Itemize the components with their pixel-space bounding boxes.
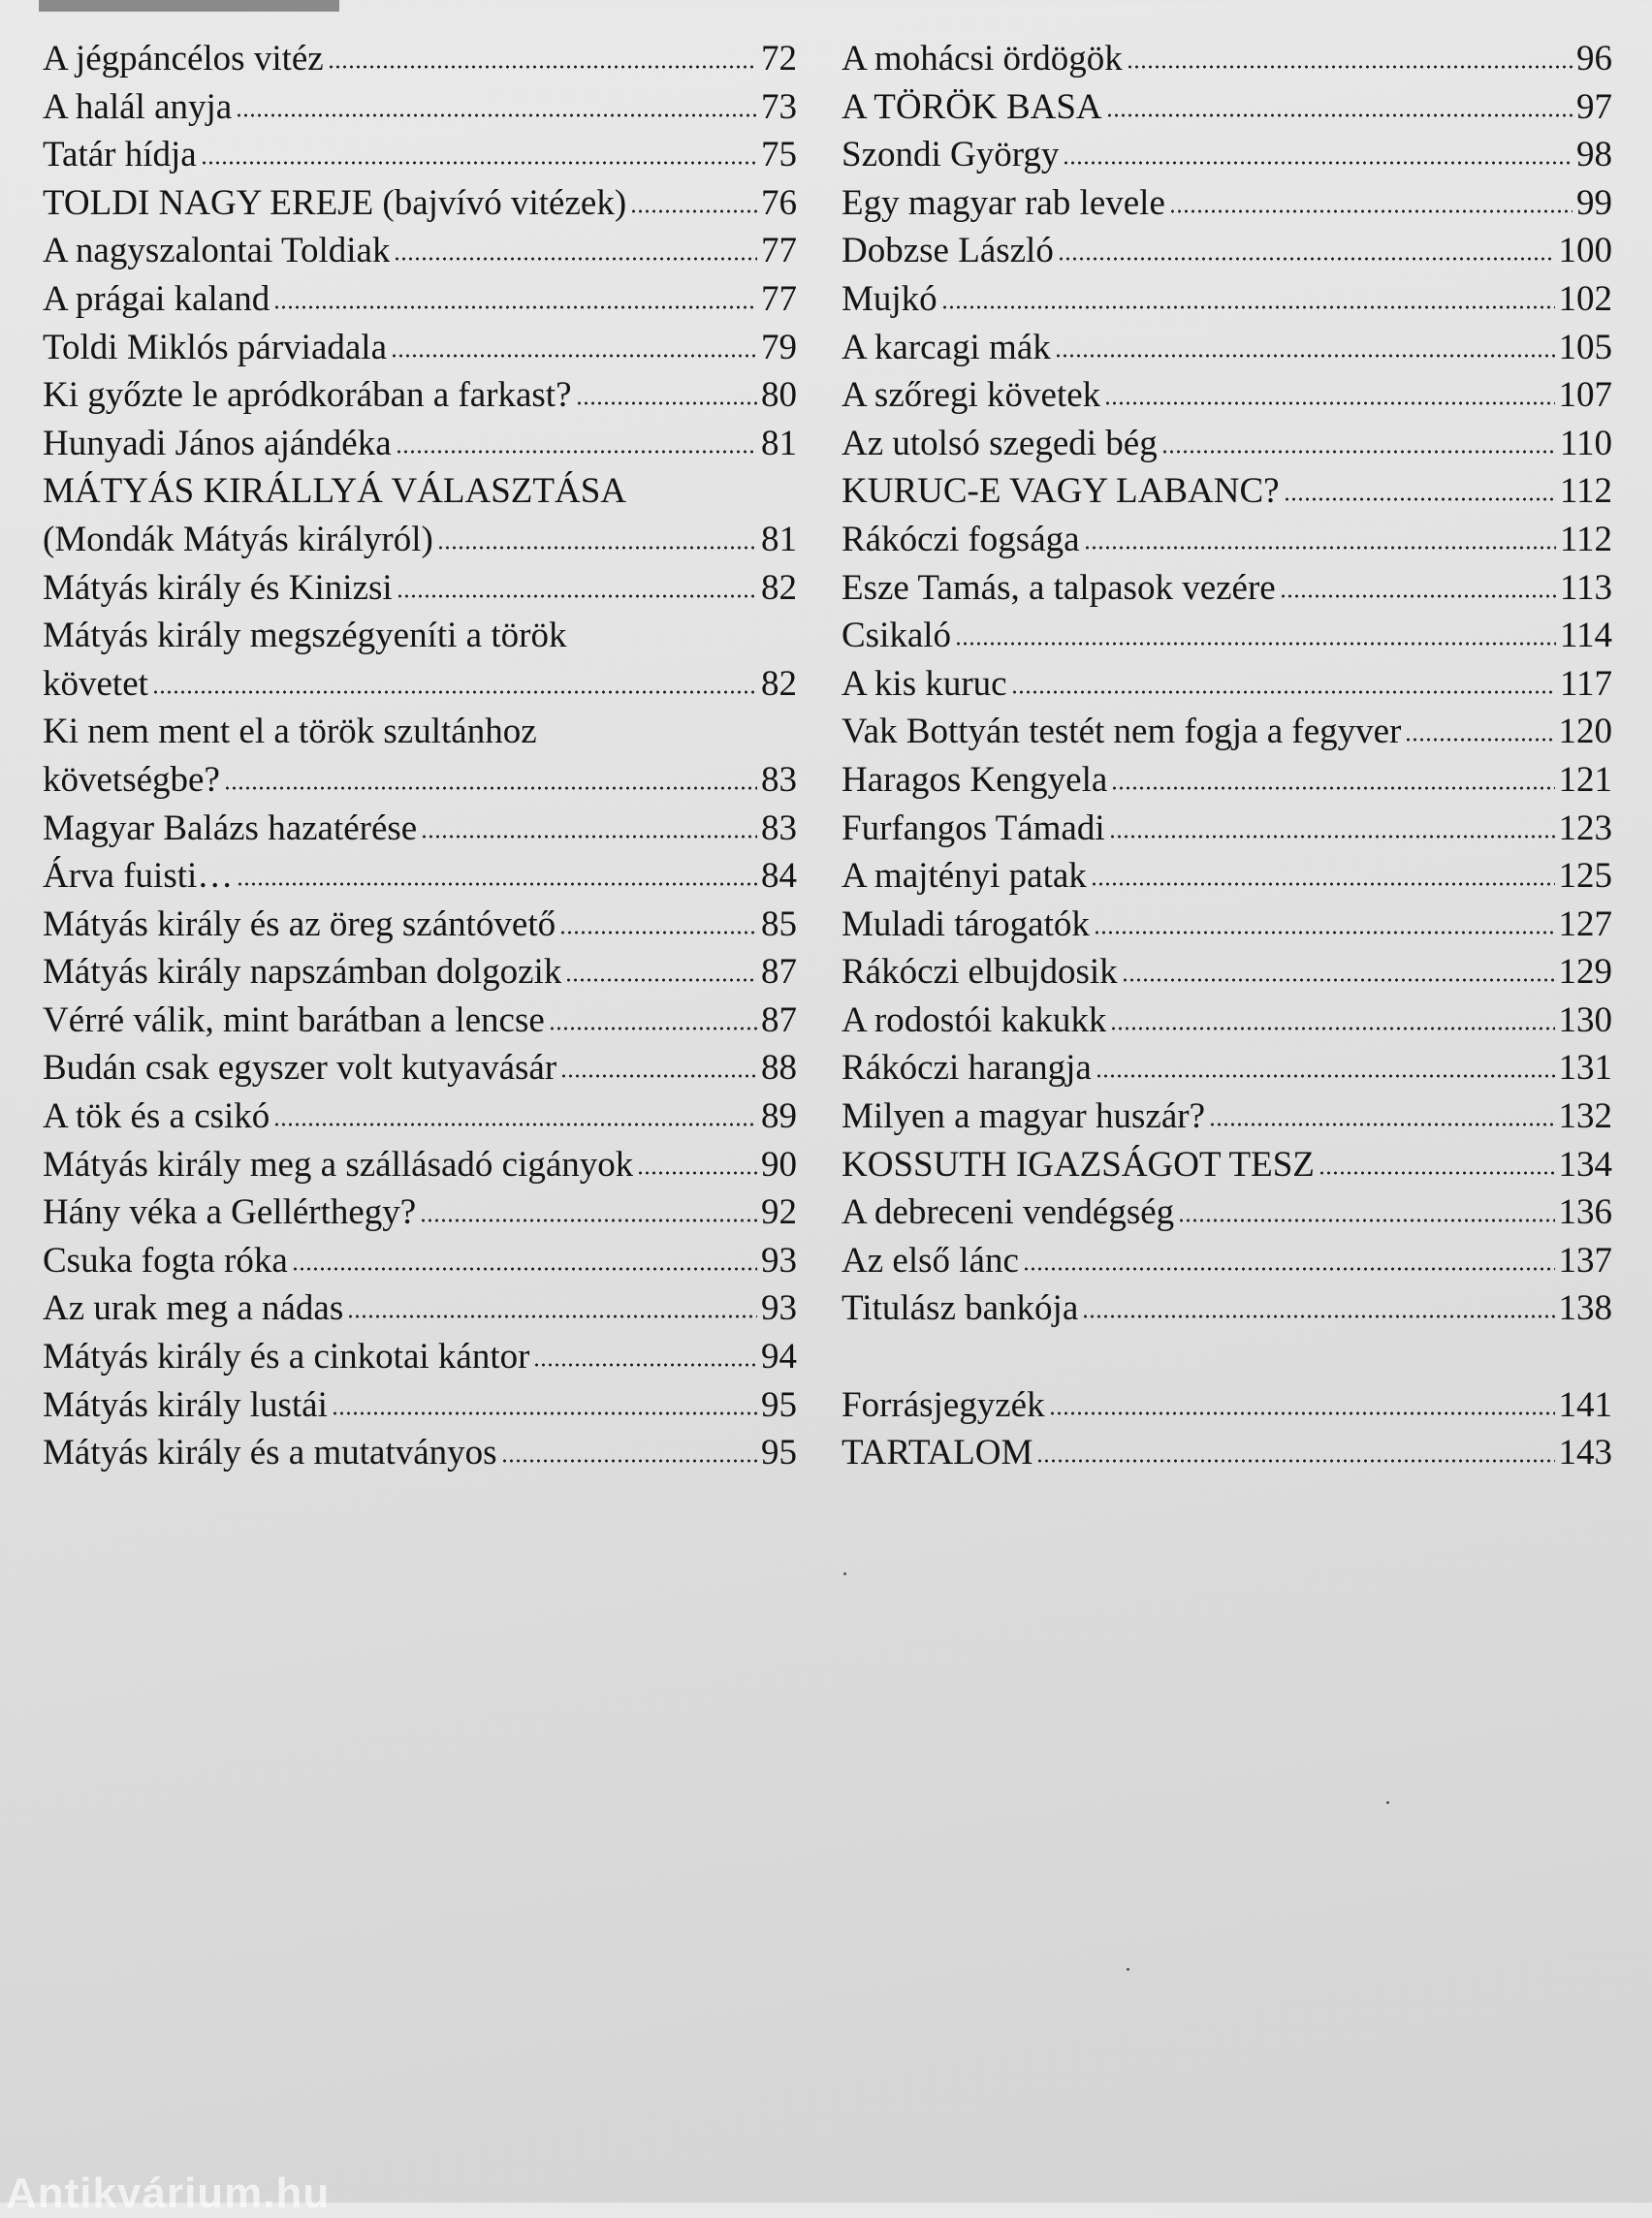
toc-entry-page: 113 [1559, 567, 1612, 608]
toc-entry [842, 1044, 1612, 1093]
dot-leader [328, 41, 757, 70]
dot-leader [201, 137, 757, 166]
toc-entry-page: 98 [1576, 135, 1612, 175]
toc-entry [43, 516, 797, 564]
dot-leader [1055, 330, 1555, 359]
toc-entry [43, 1429, 797, 1477]
toc-entry-title: A karcagi mák [842, 327, 1051, 367]
toc-entry [842, 1284, 1612, 1333]
toc-entry [43, 1141, 797, 1189]
toc-entry [43, 227, 797, 275]
toc-entry-title: Titulász bankója [842, 1288, 1079, 1329]
toc-entry-title: Muladi tárogatók [842, 903, 1090, 944]
toc-entry-page: 90 [761, 1144, 797, 1185]
dot-leader [1063, 137, 1573, 166]
dot-leader [955, 618, 1556, 647]
toc-entry-page: 82 [761, 663, 797, 704]
dot-leader [565, 954, 757, 983]
dot-leader [292, 1243, 757, 1272]
toc-entry-title: A TÖRÖK BASA [842, 86, 1102, 127]
toc-entry-title: Rákóczi elbujdosik [842, 952, 1118, 993]
dot-leader [1318, 1147, 1555, 1176]
dot-leader [1091, 858, 1555, 887]
toc-entry [43, 275, 797, 324]
toc-entry-title: Az első lánc [842, 1240, 1019, 1281]
dot-leader [501, 1435, 757, 1464]
toc-entry-page: 99 [1576, 182, 1612, 223]
dot-leader [1096, 1050, 1555, 1079]
toc-entry-page: 110 [1559, 423, 1612, 463]
toc-heading-line: Mátyás király megszégyeníti a török [43, 616, 567, 656]
toc-entry-title: Budán csak egyszer volt kutyavásár [43, 1048, 557, 1089]
toc-entry [43, 420, 797, 468]
toc-entry [43, 131, 797, 179]
toc-entry-title: Hunyadi János ajándéka [43, 423, 392, 463]
toc-entry-page: 143 [1558, 1433, 1612, 1473]
dot-leader [224, 762, 757, 791]
dot-leader [1122, 954, 1555, 983]
dot-leader [1169, 185, 1573, 214]
toc-entry [43, 901, 797, 949]
toc-entry-title: Csikaló [842, 616, 952, 656]
toc-heading-line: MÁTYÁS KIRÁLLYÁ VÁLASZTÁSA [43, 471, 627, 512]
toc-entry-title: A jégpáncélos vitéz [43, 39, 324, 79]
toc-entry-title: Mujkó [842, 278, 937, 319]
paper-speck [843, 1572, 846, 1575]
toc-entry-page: 97 [1576, 86, 1612, 127]
toc-entry-page: 125 [1558, 856, 1612, 897]
toc-entry-page: 89 [761, 1096, 797, 1137]
toc-entry-page: 88 [761, 1048, 797, 1089]
toc-entry-page: 95 [761, 1433, 797, 1473]
toc-heading-line: Ki nem ment el a török szultánhoz [43, 712, 537, 752]
toc-entry-page: 129 [1558, 952, 1612, 993]
dot-leader [397, 570, 757, 599]
toc-entry-title: Tatár hídja [43, 135, 197, 175]
toc-entry-page: 73 [761, 86, 797, 127]
toc-entry [43, 564, 797, 613]
toc-entry [43, 852, 797, 901]
toc-entry [43, 948, 797, 997]
dot-leader [420, 1194, 757, 1223]
toc-entry [842, 324, 1612, 372]
toc-entry [842, 1429, 1612, 1477]
dot-leader [1058, 233, 1555, 262]
dot-leader [396, 426, 757, 455]
paper-speck [1386, 1801, 1389, 1804]
toc-entry-page: 130 [1558, 999, 1612, 1040]
toc-entry [43, 1333, 797, 1381]
dot-leader [1405, 713, 1554, 743]
toc-entry-title: Forrásjegyzék [842, 1384, 1045, 1425]
dot-leader [1049, 1387, 1555, 1416]
toc-entry-page: 85 [761, 903, 797, 944]
dot-leader [1110, 1002, 1554, 1031]
toc-entry-title: Esze Tamás, a talpasok vezére [842, 567, 1276, 608]
toc-column-right [842, 35, 1612, 1477]
toc-entry [43, 324, 797, 372]
toc-entry-page: 82 [761, 567, 797, 608]
dot-leader [273, 281, 757, 310]
dot-leader [559, 906, 757, 935]
toc-entry [842, 1188, 1612, 1237]
paper-speck [1127, 1968, 1129, 1971]
toc-entry [842, 805, 1612, 853]
dot-leader [152, 666, 757, 695]
toc-entry-page: 77 [761, 231, 797, 271]
dot-leader [1109, 810, 1555, 840]
toc-entry-title: Hány véka a Gellérthegy? [43, 1192, 417, 1233]
dot-leader [1209, 1098, 1555, 1127]
toc-entry [842, 1237, 1612, 1285]
toc-entry [43, 1237, 797, 1285]
toc-entry-title: A majtényi patak [842, 856, 1087, 897]
toc-entry [842, 83, 1612, 132]
toc-entry [43, 660, 797, 709]
toc-entry-page: 132 [1558, 1096, 1612, 1137]
toc-entry [43, 756, 797, 805]
toc-entry-title: Dobzse László [842, 231, 1054, 271]
toc-entry-title: Milyen a magyar huszár? [842, 1096, 1205, 1137]
toc-entry [842, 901, 1612, 949]
toc-entry-page: 83 [761, 808, 797, 848]
dot-leader [347, 1290, 757, 1319]
toc-entry-page: 127 [1558, 903, 1612, 944]
toc-entry-page: 96 [1576, 39, 1612, 79]
toc-entry-page: 93 [761, 1288, 797, 1329]
toc-entry-page: 105 [1558, 327, 1612, 367]
dot-leader [332, 1387, 757, 1416]
dot-leader [1036, 1435, 1554, 1464]
toc-entry [43, 1284, 797, 1333]
toc-entry [842, 756, 1612, 805]
toc-entry-page: 94 [761, 1337, 797, 1378]
toc-entry-page: 76 [761, 182, 797, 223]
dot-leader [1127, 41, 1573, 70]
toc-entry-title: A halál anyja [43, 86, 233, 127]
dot-leader [1280, 570, 1556, 599]
toc-entry [43, 1188, 797, 1237]
toc-column-left [43, 35, 797, 1477]
toc-entry-page: 112 [1559, 471, 1612, 512]
dot-leader [237, 858, 757, 887]
toc-entry-title: Szondi György [842, 135, 1060, 175]
toc-entry-page: 87 [761, 952, 797, 993]
toc-entry-title: Mátyás király és az öreg szántóvető [43, 903, 556, 944]
toc-spacer [842, 1333, 1612, 1381]
dot-leader [576, 377, 758, 406]
dot-leader [637, 1147, 757, 1176]
toc-entry-page: 134 [1558, 1144, 1612, 1185]
toc-entry-page: 112 [1559, 519, 1612, 559]
toc-entry-page: 81 [761, 423, 797, 463]
toc-entry-title: A szőregi követek [842, 375, 1101, 416]
toc-entry [842, 1093, 1612, 1141]
toc-entry [842, 227, 1612, 275]
toc-entry-title: Mátyás király lustái [43, 1384, 328, 1425]
toc-entry-page: 72 [761, 39, 797, 79]
toc-entry-title: Vérré válik, mint barátban a lencse [43, 999, 545, 1040]
toc-entry [43, 1093, 797, 1141]
dot-leader [1161, 426, 1556, 455]
toc-entry-title: követet [43, 663, 148, 704]
dot-leader [549, 1002, 757, 1031]
toc-entry-page: 114 [1559, 616, 1612, 656]
toc-entry-title: Furfangos Támadi [842, 808, 1105, 848]
toc-entry [43, 997, 797, 1045]
toc-entry-page: 102 [1558, 278, 1612, 319]
toc-entry-page: 87 [761, 999, 797, 1040]
toc-entry-title: Csuka fogta róka [43, 1240, 288, 1281]
toc-entry-page: 95 [761, 1384, 797, 1425]
toc-entry [842, 564, 1612, 613]
toc-entry [43, 1381, 797, 1430]
toc-entry-title: KURUC-E VAGY LABANC? [842, 471, 1280, 512]
toc-entry-page: 107 [1558, 375, 1612, 416]
toc-entry-title: Az urak meg a nádas [43, 1288, 344, 1329]
dot-leader [533, 1339, 757, 1368]
toc-entry-title: A mohácsi ördögök [842, 39, 1123, 79]
toc-entry-title: A rodostói kakukk [842, 999, 1107, 1040]
dot-leader [1082, 1290, 1554, 1319]
dot-leader [1111, 762, 1554, 791]
toc-entry [842, 516, 1612, 564]
toc-entry-title: Árva fuisti… [43, 856, 234, 897]
toc-entry [842, 948, 1612, 997]
toc-entry [43, 35, 797, 83]
toc-entry [43, 371, 797, 420]
toc-entry-title: követségbe? [43, 759, 220, 800]
toc-entry-title: Ki győzte le apródkorában a farkast? [43, 375, 572, 416]
toc-entry-title: KOSSUTH IGAZSÁGOT TESZ [842, 1144, 1315, 1185]
toc-entry-title: A tök és a csikó [43, 1096, 270, 1137]
dot-leader [273, 1098, 757, 1127]
dot-leader [1106, 89, 1573, 118]
toc-entry-page: 80 [761, 375, 797, 416]
toc-entry-title: Vak Bottyán testét nem fogja a fegyver [842, 712, 1402, 752]
toc-entry [43, 83, 797, 132]
toc-entry [842, 708, 1612, 756]
toc-entry-page: 123 [1558, 808, 1612, 848]
dot-leader [941, 281, 1555, 310]
dot-leader [630, 185, 757, 214]
dot-leader [1104, 377, 1554, 406]
dot-leader [236, 89, 757, 118]
top-edge-tab [39, 0, 339, 12]
toc-entry-title: (Mondák Mátyás királyról) [43, 519, 433, 559]
toc-entry-page: 84 [761, 856, 797, 897]
toc-entry-title: Mátyás király és a mutatványos [43, 1433, 497, 1473]
dot-leader [1094, 906, 1555, 935]
toc-entry-title: A kis kuruc [842, 663, 1007, 704]
toc-entry-page: 121 [1558, 759, 1612, 800]
toc-entry [842, 420, 1612, 468]
toc-entry-title: Magyar Balázs hazatérése [43, 808, 418, 848]
toc-entry-page: 137 [1558, 1240, 1612, 1281]
dot-leader [1023, 1243, 1555, 1272]
toc-entry [842, 1141, 1612, 1189]
toc-entry-title: Rákóczi harangja [842, 1048, 1092, 1089]
toc-entry-page: 117 [1559, 663, 1612, 704]
toc-entry-title: Rákóczi fogsága [842, 519, 1080, 559]
toc-entry-page: 75 [761, 135, 797, 175]
dot-leader [1284, 473, 1556, 502]
dot-leader [421, 810, 757, 840]
toc-entry [842, 371, 1612, 420]
toc-entry-page: 93 [761, 1240, 797, 1281]
toc-entry-page: 83 [761, 759, 797, 800]
toc-entry-title: A nagyszalontai Toldiak [43, 231, 391, 271]
toc-entry-page: 92 [761, 1192, 797, 1233]
toc-entry-title: Egy magyar rab levele [842, 182, 1165, 223]
toc-entry-title: A debreceni vendégség [842, 1192, 1175, 1233]
toc-entry-title: Mátyás király napszámban dolgozik [43, 952, 562, 993]
toc-entry-title: Mátyás király és Kinizsi [43, 567, 393, 608]
toc-entry-page: 138 [1558, 1288, 1612, 1329]
toc-entry [842, 131, 1612, 179]
toc-entry-page: 131 [1558, 1048, 1612, 1089]
toc-entry-title: Az utolsó szegedi bég [842, 423, 1158, 463]
toc-entry [842, 997, 1612, 1045]
toc-entry-page: 81 [761, 519, 797, 559]
toc-entry-page: 77 [761, 278, 797, 319]
toc-entry-page: 141 [1558, 1384, 1612, 1425]
dot-leader [1084, 522, 1556, 551]
toc-entry-title: Haragos Kengyela [842, 759, 1108, 800]
toc-entry [43, 179, 797, 228]
dot-leader [1178, 1194, 1554, 1223]
toc-entry [842, 852, 1612, 901]
toc-entry [842, 467, 1612, 516]
toc-entry-title: TOLDI NAGY EREJE (bajvívó vitézek) [43, 182, 627, 223]
toc-entry-title: A prágai kaland [43, 278, 270, 319]
toc-entry [842, 1381, 1612, 1430]
toc-entry-title: TARTALOM [842, 1433, 1033, 1473]
dot-leader [391, 330, 757, 359]
toc-entry [842, 275, 1612, 324]
toc-entry-page: 136 [1558, 1192, 1612, 1233]
toc-entry [842, 179, 1612, 228]
dot-leader [394, 233, 757, 262]
watermark: Antikvárium.hu [6, 2170, 331, 2217]
toc-entry-page: 100 [1558, 231, 1612, 271]
toc-entry [842, 35, 1612, 83]
toc-entry-title: Toldi Miklós párviadala [43, 327, 388, 367]
toc-entry [842, 612, 1612, 660]
toc-entry [43, 1044, 797, 1093]
dot-leader [560, 1050, 757, 1079]
toc-entry [43, 805, 797, 853]
dot-leader [437, 522, 757, 551]
toc-entry-page: 120 [1558, 712, 1612, 752]
toc-entry-title: Mátyás király és a cinkotai kántor [43, 1337, 530, 1378]
toc-entry-title: Mátyás király meg a szállásadó cigányok [43, 1144, 634, 1185]
dot-leader [1011, 666, 1556, 695]
toc-entry-page: 79 [761, 327, 797, 367]
toc-entry [842, 660, 1612, 709]
